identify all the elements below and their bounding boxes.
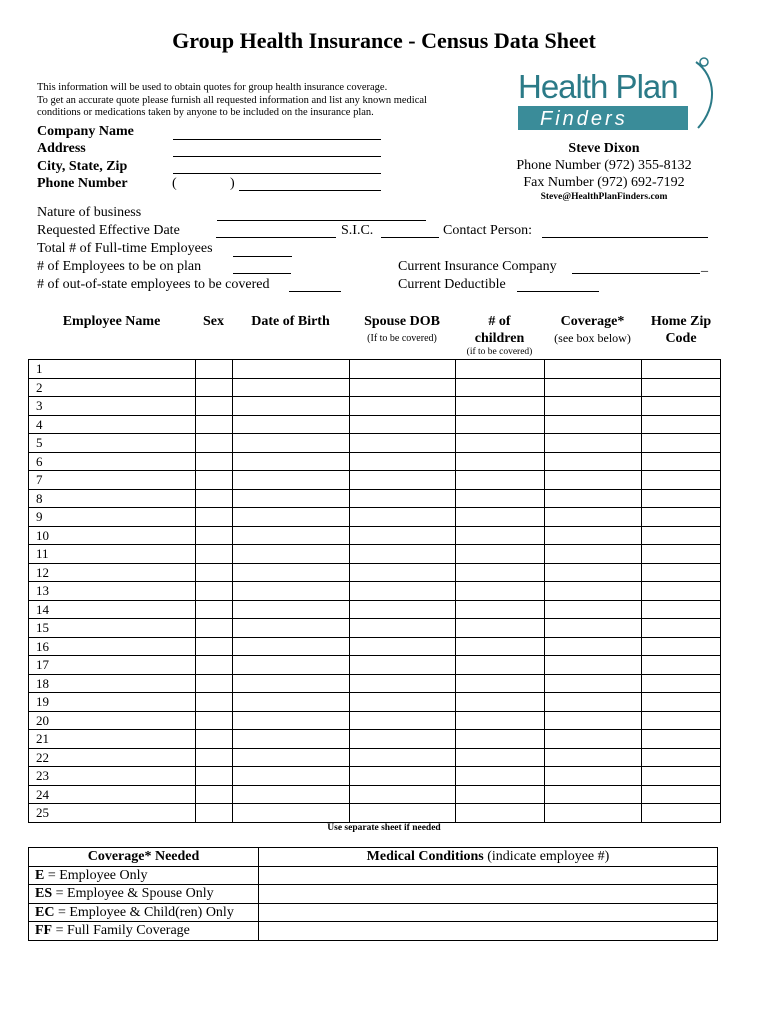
col-coverage (544, 313, 641, 347)
table-cell[interactable] (456, 656, 545, 675)
coverage-item-ff (29, 922, 259, 941)
table-cell[interactable] (545, 545, 642, 564)
table-cell[interactable] (196, 582, 233, 601)
contact-fax: Fax Number (972) 692-7192 (523, 175, 685, 190)
medical-conditions-note: (indicate employee #) (483, 849, 610, 865)
table-cell[interactable] (350, 711, 456, 730)
table-cell[interactable] (545, 471, 642, 490)
col-children-note: (if to be covered) (466, 347, 533, 357)
table-cell[interactable] (456, 582, 545, 601)
effective-date-label: Requested Effective Date (37, 223, 180, 238)
table-cell[interactable] (642, 526, 721, 545)
row-number-cell[interactable]: 1 (29, 360, 196, 379)
coverage-desc: = Employee & Child(ren) Only (57, 904, 234, 920)
table-row (29, 785, 721, 804)
table-cell[interactable] (545, 711, 642, 730)
table-cell[interactable] (233, 415, 350, 434)
table-cell[interactable] (196, 693, 233, 712)
current-insurance-company-line[interactable] (572, 273, 700, 274)
table-cell[interactable] (196, 415, 233, 434)
table-cell[interactable] (233, 360, 350, 379)
table-cell[interactable] (196, 804, 233, 823)
table-cell[interactable] (545, 637, 642, 656)
intro-line: conditions or medications taken by anyone to be included on the insurance plan. (37, 107, 374, 118)
table-cell[interactable] (642, 637, 721, 656)
table-cell[interactable] (456, 767, 545, 786)
row-number-cell[interactable]: 19 (29, 693, 196, 712)
phone-paren-open: ( (172, 176, 177, 191)
table-cell[interactable] (233, 674, 350, 693)
table-cell[interactable] (642, 563, 721, 582)
table-cell[interactable] (642, 767, 721, 786)
table-cell[interactable] (545, 582, 642, 601)
table-row (29, 656, 721, 675)
logo-graphic (518, 56, 718, 134)
table-cell[interactable] (196, 785, 233, 804)
table-cell[interactable] (196, 563, 233, 582)
table-cell[interactable] (642, 674, 721, 693)
coverage-code: EC (35, 904, 55, 920)
current-insurance-company-label: Current Insurance Company (398, 259, 557, 274)
table-cell[interactable] (642, 508, 721, 527)
col-home-zip-title1: Home Zip (650, 314, 712, 329)
table-row (29, 693, 721, 712)
table-cell[interactable] (350, 378, 456, 397)
table-cell[interactable] (350, 545, 456, 564)
table-row (29, 452, 721, 471)
sic-label: S.I.C. (341, 223, 374, 238)
table-cell[interactable] (233, 767, 350, 786)
col-spouse-dob-note: (If to be covered) (367, 333, 437, 344)
col-spouse-dob (349, 313, 455, 347)
table-cell[interactable] (545, 656, 642, 675)
table-cell[interactable] (642, 804, 721, 823)
table-cell[interactable] (350, 526, 456, 545)
col-coverage-title: Coverage* (560, 314, 625, 329)
table-cell[interactable] (233, 489, 350, 508)
table-cell[interactable] (350, 637, 456, 656)
table-cell[interactable] (350, 693, 456, 712)
col-date-of-birth: Date of Birth (251, 314, 330, 329)
page-title: Group Health Insurance - Census Data Sheet (172, 28, 596, 53)
table-cell[interactable] (642, 397, 721, 416)
phone-paren-close: ) (230, 176, 235, 191)
table-cell[interactable] (642, 471, 721, 490)
table-cell[interactable] (233, 693, 350, 712)
table-cell[interactable] (196, 767, 233, 786)
medical-conditions-header (259, 848, 718, 867)
table-cell[interactable] (233, 508, 350, 527)
table-cell[interactable] (642, 489, 721, 508)
table-cell[interactable] (350, 730, 456, 749)
table-cell[interactable] (196, 637, 233, 656)
coverage-code: E (35, 867, 45, 883)
table-cell[interactable] (350, 471, 456, 490)
coverage-item-es (29, 885, 259, 904)
col-home-zip (641, 313, 721, 347)
table-cell[interactable] (350, 804, 456, 823)
table-cell[interactable] (456, 637, 545, 656)
table-row (29, 582, 721, 601)
table-row (29, 600, 721, 619)
table-cell[interactable] (233, 748, 350, 767)
out-of-state-label: # of out-of-state employees to be covered (37, 277, 270, 292)
contact-name: Steve Dixon (568, 141, 640, 156)
table-row (29, 711, 721, 730)
nature-of-business-label: Nature of business (37, 205, 142, 220)
employee-census-body (29, 360, 721, 823)
table-row (29, 804, 721, 823)
table-cell[interactable] (233, 730, 350, 749)
contact-phone: Phone Number (972) 355-8132 (516, 158, 692, 173)
table-cell[interactable] (642, 452, 721, 471)
employee-census-table (28, 359, 721, 823)
table-cell[interactable] (456, 674, 545, 693)
coverage-item-e (29, 866, 259, 885)
table-cell[interactable] (456, 748, 545, 767)
row-number-cell[interactable]: 11 (29, 545, 196, 564)
table-cell[interactable] (233, 804, 350, 823)
fulltime-employees-label: Total # of Full-time Employees (37, 241, 213, 256)
table-cell[interactable] (456, 730, 545, 749)
table-cell[interactable] (456, 360, 545, 379)
table-cell[interactable] (642, 693, 721, 712)
logo-line2: Finders (540, 108, 628, 130)
row-number-cell[interactable]: 18 (29, 674, 196, 693)
row-number-cell[interactable]: 15 (29, 619, 196, 638)
table-cell[interactable] (233, 526, 350, 545)
table-cell[interactable] (642, 656, 721, 675)
table-cell[interactable] (350, 600, 456, 619)
current-insurance-company-suffix: _ (701, 259, 708, 274)
table-cell[interactable] (545, 489, 642, 508)
current-deductible-line[interactable] (517, 291, 599, 292)
table-cell[interactable] (642, 600, 721, 619)
col-children-title2: children (474, 331, 525, 346)
company-name-line[interactable] (173, 139, 381, 140)
table-cell[interactable] (545, 526, 642, 545)
row-number-cell[interactable]: 4 (29, 415, 196, 434)
row-number-cell[interactable]: 22 (29, 748, 196, 767)
table-cell[interactable] (642, 360, 721, 379)
table-cell[interactable] (350, 582, 456, 601)
table-row (29, 471, 721, 490)
table-cell[interactable] (456, 378, 545, 397)
table-cell[interactable] (456, 563, 545, 582)
coverage-item-ec (29, 903, 259, 922)
table-cell[interactable] (456, 508, 545, 527)
table-cell[interactable] (233, 471, 350, 490)
table-cell[interactable] (196, 397, 233, 416)
table-cell[interactable] (350, 452, 456, 471)
table-cell[interactable] (350, 434, 456, 453)
table-cell[interactable] (196, 730, 233, 749)
medical-conditions-line[interactable] (259, 903, 718, 922)
phone-number-line[interactable] (239, 190, 381, 191)
coverage-desc: = Full Family Coverage (55, 923, 190, 939)
row-number-cell[interactable]: 17 (29, 656, 196, 675)
medical-conditions-line[interactable] (259, 885, 718, 904)
table-row (29, 415, 721, 434)
row-number-cell[interactable]: 9 (29, 508, 196, 527)
table-cell[interactable] (545, 804, 642, 823)
table-row (29, 489, 721, 508)
row-number-cell[interactable]: 8 (29, 489, 196, 508)
table-cell[interactable] (233, 563, 350, 582)
table-cell[interactable] (456, 526, 545, 545)
table-cell[interactable] (196, 748, 233, 767)
row-number-cell[interactable]: 3 (29, 397, 196, 416)
table-row (29, 526, 721, 545)
table-cell[interactable] (196, 711, 233, 730)
row-number-cell[interactable]: 16 (29, 637, 196, 656)
out-of-state-line[interactable] (289, 291, 341, 292)
table-row (29, 434, 721, 453)
logo-swoosh (696, 62, 712, 128)
table-cell[interactable] (456, 434, 545, 453)
employees-on-plan-label: # of Employees to be on plan (37, 259, 202, 274)
table-cell[interactable] (456, 804, 545, 823)
col-sex: Sex (203, 314, 224, 329)
row-number-cell[interactable]: 14 (29, 600, 196, 619)
col-employee-name: Employee Name (62, 314, 161, 329)
table-row (29, 378, 721, 397)
contact-person-line[interactable] (542, 237, 708, 238)
table-cell[interactable] (545, 397, 642, 416)
table-cell[interactable] (456, 785, 545, 804)
table-cell[interactable] (545, 785, 642, 804)
table-cell[interactable] (350, 767, 456, 786)
row-number-cell[interactable]: 23 (29, 767, 196, 786)
medical-conditions-bold: Medical Conditions (366, 849, 484, 865)
city-state-zip-line[interactable] (173, 173, 381, 174)
row-number-cell[interactable]: 24 (29, 785, 196, 804)
table-cell[interactable] (350, 397, 456, 416)
table-row (29, 619, 721, 638)
table-cell[interactable] (196, 526, 233, 545)
table-cell[interactable] (642, 748, 721, 767)
address-label: Address (37, 141, 86, 156)
table-cell[interactable] (350, 415, 456, 434)
effective-date-line[interactable] (216, 237, 336, 238)
table-cell[interactable] (196, 674, 233, 693)
intro-line: To get an accurate quote please furnish all requested information and list any known medical (37, 94, 427, 106)
city-state-zip-label: City, State, Zip (37, 159, 128, 174)
table-cell[interactable] (196, 656, 233, 675)
table-row (29, 563, 721, 582)
table-cell[interactable] (456, 397, 545, 416)
coverage-code: FF (35, 923, 53, 939)
row-number-cell[interactable]: 6 (29, 452, 196, 471)
table-cell[interactable] (545, 415, 642, 434)
table-cell[interactable] (642, 434, 721, 453)
table-cell[interactable] (545, 674, 642, 693)
col-home-zip-title2: Code (665, 331, 697, 346)
coverage-medical-table (28, 847, 718, 941)
table-cell[interactable] (196, 545, 233, 564)
col-children (455, 313, 544, 358)
row-number-cell[interactable]: 2 (29, 378, 196, 397)
table-cell[interactable] (545, 508, 642, 527)
table-cell[interactable] (196, 452, 233, 471)
health-plan-finders-logo (518, 56, 718, 134)
table-cell[interactable] (456, 600, 545, 619)
table-cell[interactable] (196, 489, 233, 508)
company-name-label: Company Name (37, 124, 134, 139)
table-row (29, 397, 721, 416)
table-cell[interactable] (233, 545, 350, 564)
table-cell[interactable] (642, 730, 721, 749)
table-cell[interactable] (456, 619, 545, 638)
table-cell[interactable] (196, 600, 233, 619)
fulltime-employees-line[interactable] (233, 256, 292, 257)
table-row (29, 545, 721, 564)
table-cell[interactable] (196, 619, 233, 638)
row-number-cell[interactable]: 20 (29, 711, 196, 730)
table-cell[interactable] (196, 434, 233, 453)
table-row (29, 748, 721, 767)
table-cell[interactable] (545, 748, 642, 767)
table-cell[interactable] (233, 378, 350, 397)
coverage-desc: = Employee & Spouse Only (55, 886, 214, 902)
table-cell[interactable] (545, 360, 642, 379)
table-cell[interactable] (350, 619, 456, 638)
table-cell[interactable] (545, 730, 642, 749)
row-number-cell[interactable]: 10 (29, 526, 196, 545)
table-cell[interactable] (233, 600, 350, 619)
table-cell[interactable] (545, 452, 642, 471)
table-cell[interactable] (196, 471, 233, 490)
table-cell[interactable] (233, 434, 350, 453)
table-cell[interactable] (456, 711, 545, 730)
table-cell[interactable] (233, 656, 350, 675)
table-cell[interactable] (350, 785, 456, 804)
col-coverage-note: (see box below) (554, 331, 631, 345)
intro-line: This information will be used to obtain quotes for group health insurance coverage. (37, 82, 388, 93)
logo-dot (700, 58, 708, 66)
table-cell[interactable] (545, 378, 642, 397)
table-row (29, 674, 721, 693)
table-cell[interactable] (456, 471, 545, 490)
table-cell[interactable] (545, 767, 642, 786)
medical-conditions-line[interactable] (259, 866, 718, 885)
col-children-title1: # of (488, 314, 511, 329)
row-number-cell[interactable]: 5 (29, 434, 196, 453)
table-cell[interactable] (233, 397, 350, 416)
coverage-desc: = Employee Only (47, 867, 148, 883)
table-cell[interactable] (642, 619, 721, 638)
table-cell[interactable] (350, 674, 456, 693)
table-cell[interactable] (642, 711, 721, 730)
contact-email[interactable]: Steve@HealthPlanFinders.com (540, 192, 668, 202)
table-cell[interactable] (456, 489, 545, 508)
table-cell[interactable] (350, 360, 456, 379)
table-cell[interactable] (350, 748, 456, 767)
row-number-cell[interactable]: 25 (29, 804, 196, 823)
current-deductible-label: Current Deductible (398, 277, 506, 292)
table-cell[interactable] (233, 785, 350, 804)
table-cell[interactable] (350, 563, 456, 582)
logo-line1: Health Plan (518, 68, 678, 105)
table-cell[interactable] (233, 452, 350, 471)
table-cell[interactable] (350, 508, 456, 527)
sic-line[interactable] (381, 237, 439, 238)
table-cell[interactable] (642, 378, 721, 397)
medical-conditions-line[interactable] (259, 922, 718, 941)
row-number-cell[interactable]: 12 (29, 563, 196, 582)
table-cell[interactable] (350, 489, 456, 508)
separate-sheet-note: Use separate sheet if needed (327, 823, 441, 833)
row-number-cell[interactable]: 13 (29, 582, 196, 601)
table-cell[interactable] (545, 563, 642, 582)
table-cell[interactable] (233, 711, 350, 730)
table-cell[interactable] (456, 415, 545, 434)
table-row (29, 637, 721, 656)
table-cell[interactable] (642, 582, 721, 601)
table-cell[interactable] (456, 545, 545, 564)
table-cell[interactable] (233, 619, 350, 638)
table-cell[interactable] (545, 619, 642, 638)
table-cell[interactable] (545, 600, 642, 619)
table-cell[interactable] (456, 452, 545, 471)
table-cell[interactable] (456, 693, 545, 712)
table-cell[interactable] (233, 637, 350, 656)
nature-of-business-line[interactable] (217, 220, 426, 221)
coverage-code: ES (35, 886, 53, 902)
row-number-cell[interactable]: 7 (29, 471, 196, 490)
table-cell[interactable] (545, 693, 642, 712)
table-cell[interactable] (350, 656, 456, 675)
row-number-cell[interactable]: 21 (29, 730, 196, 749)
table-row (29, 508, 721, 527)
col-spouse-dob-title: Spouse DOB (364, 314, 440, 329)
table-cell[interactable] (642, 785, 721, 804)
table-cell[interactable] (196, 378, 233, 397)
table-cell[interactable] (233, 582, 350, 601)
table-cell[interactable] (196, 508, 233, 527)
intro-text (37, 82, 477, 120)
phone-number-label: Phone Number (37, 176, 128, 191)
coverage-needed-header: Coverage* Needed (29, 848, 259, 867)
employees-on-plan-line[interactable] (233, 273, 291, 274)
address-line[interactable] (173, 156, 381, 157)
table-cell[interactable] (545, 434, 642, 453)
table-cell[interactable] (196, 360, 233, 379)
table-row (29, 767, 721, 786)
table-row (29, 730, 721, 749)
contact-person-label: Contact Person: (443, 223, 533, 238)
table-cell[interactable] (642, 415, 721, 434)
table-row (29, 360, 721, 379)
table-cell[interactable] (642, 545, 721, 564)
